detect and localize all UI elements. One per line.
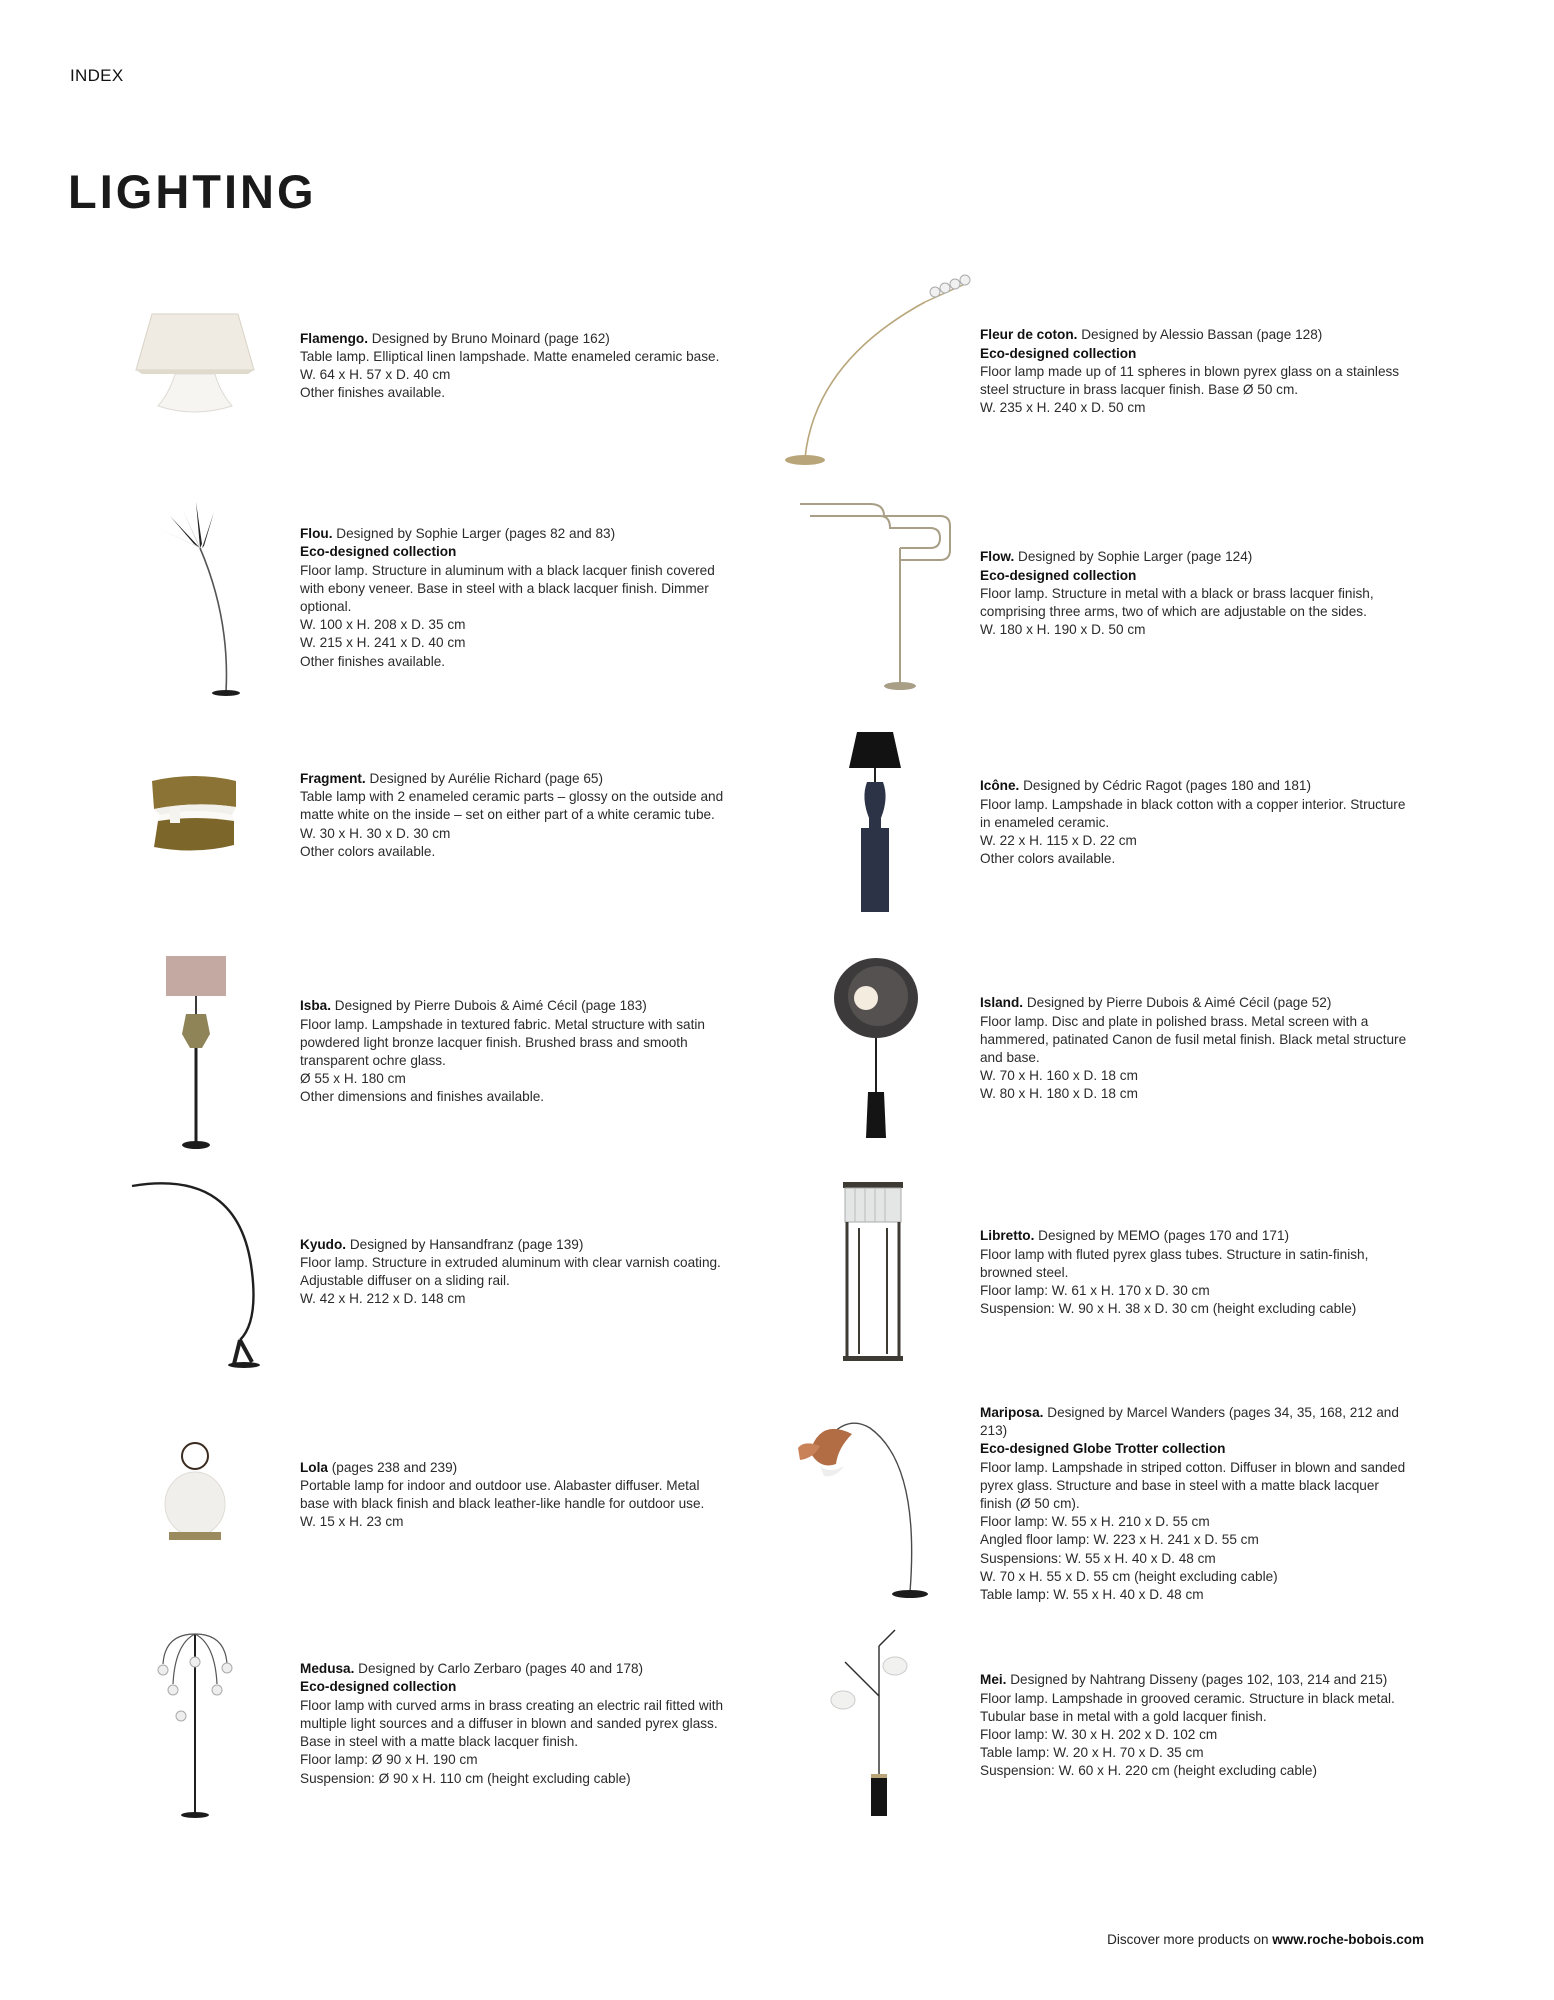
isba-description: [300, 997, 730, 1106]
island-description: [980, 994, 1410, 1103]
flou-image: [90, 498, 300, 698]
detail-line: Other colors available.: [300, 843, 436, 859]
designer-credit: Designed by Nahtrang Disseny (pages 102, 103, 214 and 215): [1010, 1672, 1388, 1688]
detail-line: Floor lamp: Ø 90 x H. 190 cm: [300, 1752, 478, 1768]
detail-line: W. 42 x H. 212 x D. 148 cm: [300, 1291, 466, 1307]
detail-line: Floor lamp. Structure in metal with a black or brass lacquer finish, comprising three arms, two of which are adjustable on the sides.: [980, 585, 1374, 620]
island-image: [770, 954, 980, 1144]
product-lola: [90, 1440, 730, 1550]
collection-label: Eco-designed Globe Trotter collection: [980, 1441, 1226, 1457]
product-flow: [790, 494, 1410, 694]
detail-line: Table lamp with 2 enameled ceramic parts – glossy on the outside and matte white on the inside – set on either part of a white ceramic tube.: [300, 789, 724, 823]
detail-line: W. 22 x H. 115 x D. 22 cm: [980, 833, 1137, 849]
medusa-description: [300, 1660, 730, 1787]
detail-line: Floor lamp with fluted pyrex glass tubes. Structure in satin-finish, browned steel.: [980, 1246, 1369, 1280]
product-isba: [90, 952, 730, 1152]
product-name: Fragment.: [300, 771, 366, 786]
mariposa-image: [770, 1404, 980, 1604]
detail-line: Floor lamp: W. 55 x H. 210 x D. 55 cm: [980, 1514, 1210, 1530]
product-medusa: [90, 1624, 730, 1824]
product-name: Flamengo.: [300, 330, 368, 346]
detail-line: Floor lamp. Lampshade in black cotton with a copper interior. Structure in enameled ceramic.: [980, 796, 1406, 830]
flou-description: [300, 525, 730, 671]
product-fleur-de-coton: [790, 272, 1410, 472]
index-label[interactable]: INDEX: [70, 66, 124, 85]
detail-line: Suspensions: W. 55 x H. 40 x D. 48 cm: [980, 1550, 1216, 1566]
product-name: Isba.: [300, 998, 331, 1014]
designer-credit: Designed by Aurélie Richard (page 65): [369, 771, 603, 786]
flow-image: [770, 494, 980, 694]
designer-credit: Designed by Pierre Dubois & Aimé Cécil (page 183): [334, 998, 647, 1014]
kyudo-image: [90, 1172, 300, 1372]
libretto-image: [770, 1178, 980, 1368]
fragment-description: [300, 770, 730, 861]
mariposa-description: [980, 1404, 1410, 1604]
footer-text: Discover more products on: [1107, 1932, 1269, 1947]
designer-credit: Designed by Bruno Moinard (page 162): [371, 330, 610, 346]
flamengo-image: [90, 306, 300, 426]
icone-description: [980, 777, 1410, 868]
mei-image: [770, 1626, 980, 1826]
detail-line: Other finishes available.: [300, 385, 446, 401]
libretto-description: [980, 1227, 1410, 1318]
lola-description: [300, 1459, 730, 1532]
product-kyudo: [90, 1172, 730, 1372]
medusa-image: [90, 1624, 300, 1824]
detail-line: Portable lamp for indoor and outdoor use. Alabaster diffuser. Metal base with black finish and black leather-like handle for outdoor use.: [300, 1477, 705, 1511]
product-name: Fleur de coton.: [980, 327, 1078, 343]
detail-line: Ø 55 x H. 180 cm: [300, 1071, 406, 1087]
detail-line: Table lamp: W. 20 x H. 70 x D. 35 cm: [980, 1745, 1204, 1761]
flamengo-description: [300, 330, 730, 403]
detail-line: W. 30 x H. 30 x D. 30 cm: [300, 825, 451, 841]
product-name: Flow.: [980, 549, 1015, 565]
designer-credit: Designed by Marcel Wanders (pages 34, 35, 168, 212 and 213): [980, 1405, 1399, 1439]
product-name: Lola: [300, 1459, 328, 1475]
product-name: Mei.: [980, 1672, 1007, 1688]
website-link[interactable]: www.roche-bobois.com: [1272, 1932, 1424, 1947]
product-name: Medusa.: [300, 1661, 355, 1677]
detail-line: Angled floor lamp: W. 223 x H. 241 x D. 55 cm: [980, 1532, 1259, 1548]
detail-line: Suspension: W. 90 x H. 38 x D. 30 cm (height excluding cable): [980, 1301, 1357, 1317]
product-mariposa: [790, 1404, 1410, 1604]
detail-line: W. 70 x H. 160 x D. 18 cm: [980, 1068, 1138, 1084]
product-island: [790, 954, 1410, 1144]
designer-credit: (pages 238 and 239): [331, 1459, 458, 1475]
designer-credit: Designed by Cédric Ragot (pages 180 and 181): [1023, 778, 1311, 794]
detail-line: W. 70 x H. 55 x D. 55 cm (height excluding cable): [980, 1568, 1278, 1584]
product-icone: [790, 728, 1410, 918]
collection-label: Eco-designed collection: [980, 567, 1137, 583]
icone-image: [770, 728, 980, 918]
isba-image: [90, 952, 300, 1152]
detail-line: Suspension: W. 60 x H. 220 cm (height excluding cable): [980, 1763, 1318, 1779]
detail-line: Floor lamp. Structure in aluminum with a black lacquer finish covered with ebony veneer. Base in steel with a black lacquer finish. Dimmer optional.: [300, 562, 715, 614]
footer: [1107, 1932, 1424, 1947]
detail-line: W. 15 x H. 23 cm: [300, 1514, 404, 1530]
kyudo-description: [300, 1236, 730, 1309]
detail-line: W. 100 x H. 208 x D. 35 cm: [300, 617, 466, 633]
detail-line: Floor lamp. Lampshade in striped cotton. Diffuser in blown and sanded pyrex glass. Structure and base in steel with a matte black lacquer finish (Ø 50 cm).: [980, 1459, 1406, 1512]
product-name: Flou.: [300, 526, 333, 542]
detail-line: W. 215 x H. 241 x D. 40 cm: [300, 635, 466, 651]
detail-line: Floor lamp. Lampshade in grooved ceramic. Structure in black metal. Tubular base in metal with a gold lacquer finish.: [980, 1690, 1395, 1724]
product-name: Mariposa.: [980, 1405, 1044, 1420]
detail-line: Table lamp: W. 55 x H. 40 x D. 48 cm: [980, 1587, 1204, 1603]
collection-label: Eco-designed collection: [300, 544, 457, 560]
detail-line: W. 64 x H. 57 x D. 40 cm: [300, 367, 451, 382]
product-flou: [90, 498, 730, 698]
detail-line: Floor lamp with curved arms in brass creating an electric rail fitted with multiple light sources and a diffuser in blown and sanded pyrex glass. Base in steel with a matte black lacquer finish.: [300, 1697, 724, 1750]
detail-line: W. 180 x H. 190 x D. 50 cm: [980, 622, 1146, 638]
detail-line: W. 80 x H. 180 x D. 18 cm: [980, 1086, 1138, 1102]
designer-credit: Designed by Pierre Dubois & Aimé Cécil (page 52): [1026, 995, 1332, 1011]
collection-label: Eco-designed collection: [300, 1679, 457, 1695]
product-libretto: [790, 1178, 1410, 1368]
mei-description: [980, 1671, 1410, 1780]
product-flamengo: [90, 306, 730, 426]
designer-credit: Designed by Carlo Zerbaro (pages 40 and 178): [358, 1661, 644, 1677]
designer-credit: Designed by Alessio Bassan (page 128): [1081, 327, 1323, 343]
designer-credit: Designed by Hansandfranz (page 139): [349, 1236, 584, 1252]
product-mei: [790, 1626, 1410, 1826]
designer-credit: Designed by Sophie Larger (pages 82 and 83): [336, 526, 616, 542]
fragment-image: [90, 771, 300, 861]
product-fragment: [90, 770, 730, 861]
detail-line: Other finishes available.: [300, 653, 446, 669]
product-name: Island.: [980, 995, 1024, 1011]
detail-line: W. 235 x H. 240 x D. 50 cm: [980, 400, 1146, 416]
detail-line: Floor lamp made up of 11 spheres in blown pyrex glass on a stainless steel structure in brass lacquer finish. Base Ø 50 cm.: [980, 363, 1400, 398]
product-name: Icône.: [980, 778, 1020, 794]
fleur-de-coton-image: [770, 272, 980, 472]
detail-line: Suspension: Ø 90 x H. 110 cm (height excluding cable): [300, 1770, 631, 1786]
lola-image: [90, 1440, 300, 1550]
detail-line: Floor lamp: W. 30 x H. 202 x D. 102 cm: [980, 1727, 1218, 1742]
designer-credit: Designed by MEMO (pages 170 and 171): [1038, 1228, 1290, 1244]
detail-line: Floor lamp. Disc and plate in polished brass. Metal screen with a hammered, patinated Canon de fusil metal finish. Black metal structure and base.: [980, 1013, 1407, 1065]
detail-line: Other colors available.: [980, 851, 1116, 867]
product-name: Kyudo.: [300, 1236, 347, 1252]
detail-line: Table lamp. Elliptical linen lampshade. Matte enameled ceramic base.: [300, 348, 720, 364]
detail-line: Other dimensions and finishes available.: [300, 1089, 545, 1105]
collection-label: Eco-designed collection: [980, 345, 1137, 361]
detail-line: Floor lamp. Lampshade in textured fabric. Metal structure with satin powdered light bronze lacquer finish. Brushed brass and smooth transparent ochre glass.: [300, 1016, 705, 1068]
fleur-de-coton-description: [980, 326, 1410, 417]
flow-description: [980, 548, 1410, 639]
page-title: LIGHTING: [68, 165, 317, 218]
product-name: Libretto.: [980, 1228, 1035, 1244]
detail-line: Floor lamp: W. 61 x H. 170 x D. 30 cm: [980, 1283, 1210, 1299]
designer-credit: Designed by Sophie Larger (page 124): [1018, 549, 1253, 565]
detail-line: Floor lamp. Structure in extruded aluminum with clear varnish coating. Adjustable diffuser on a sliding rail.: [300, 1254, 721, 1288]
